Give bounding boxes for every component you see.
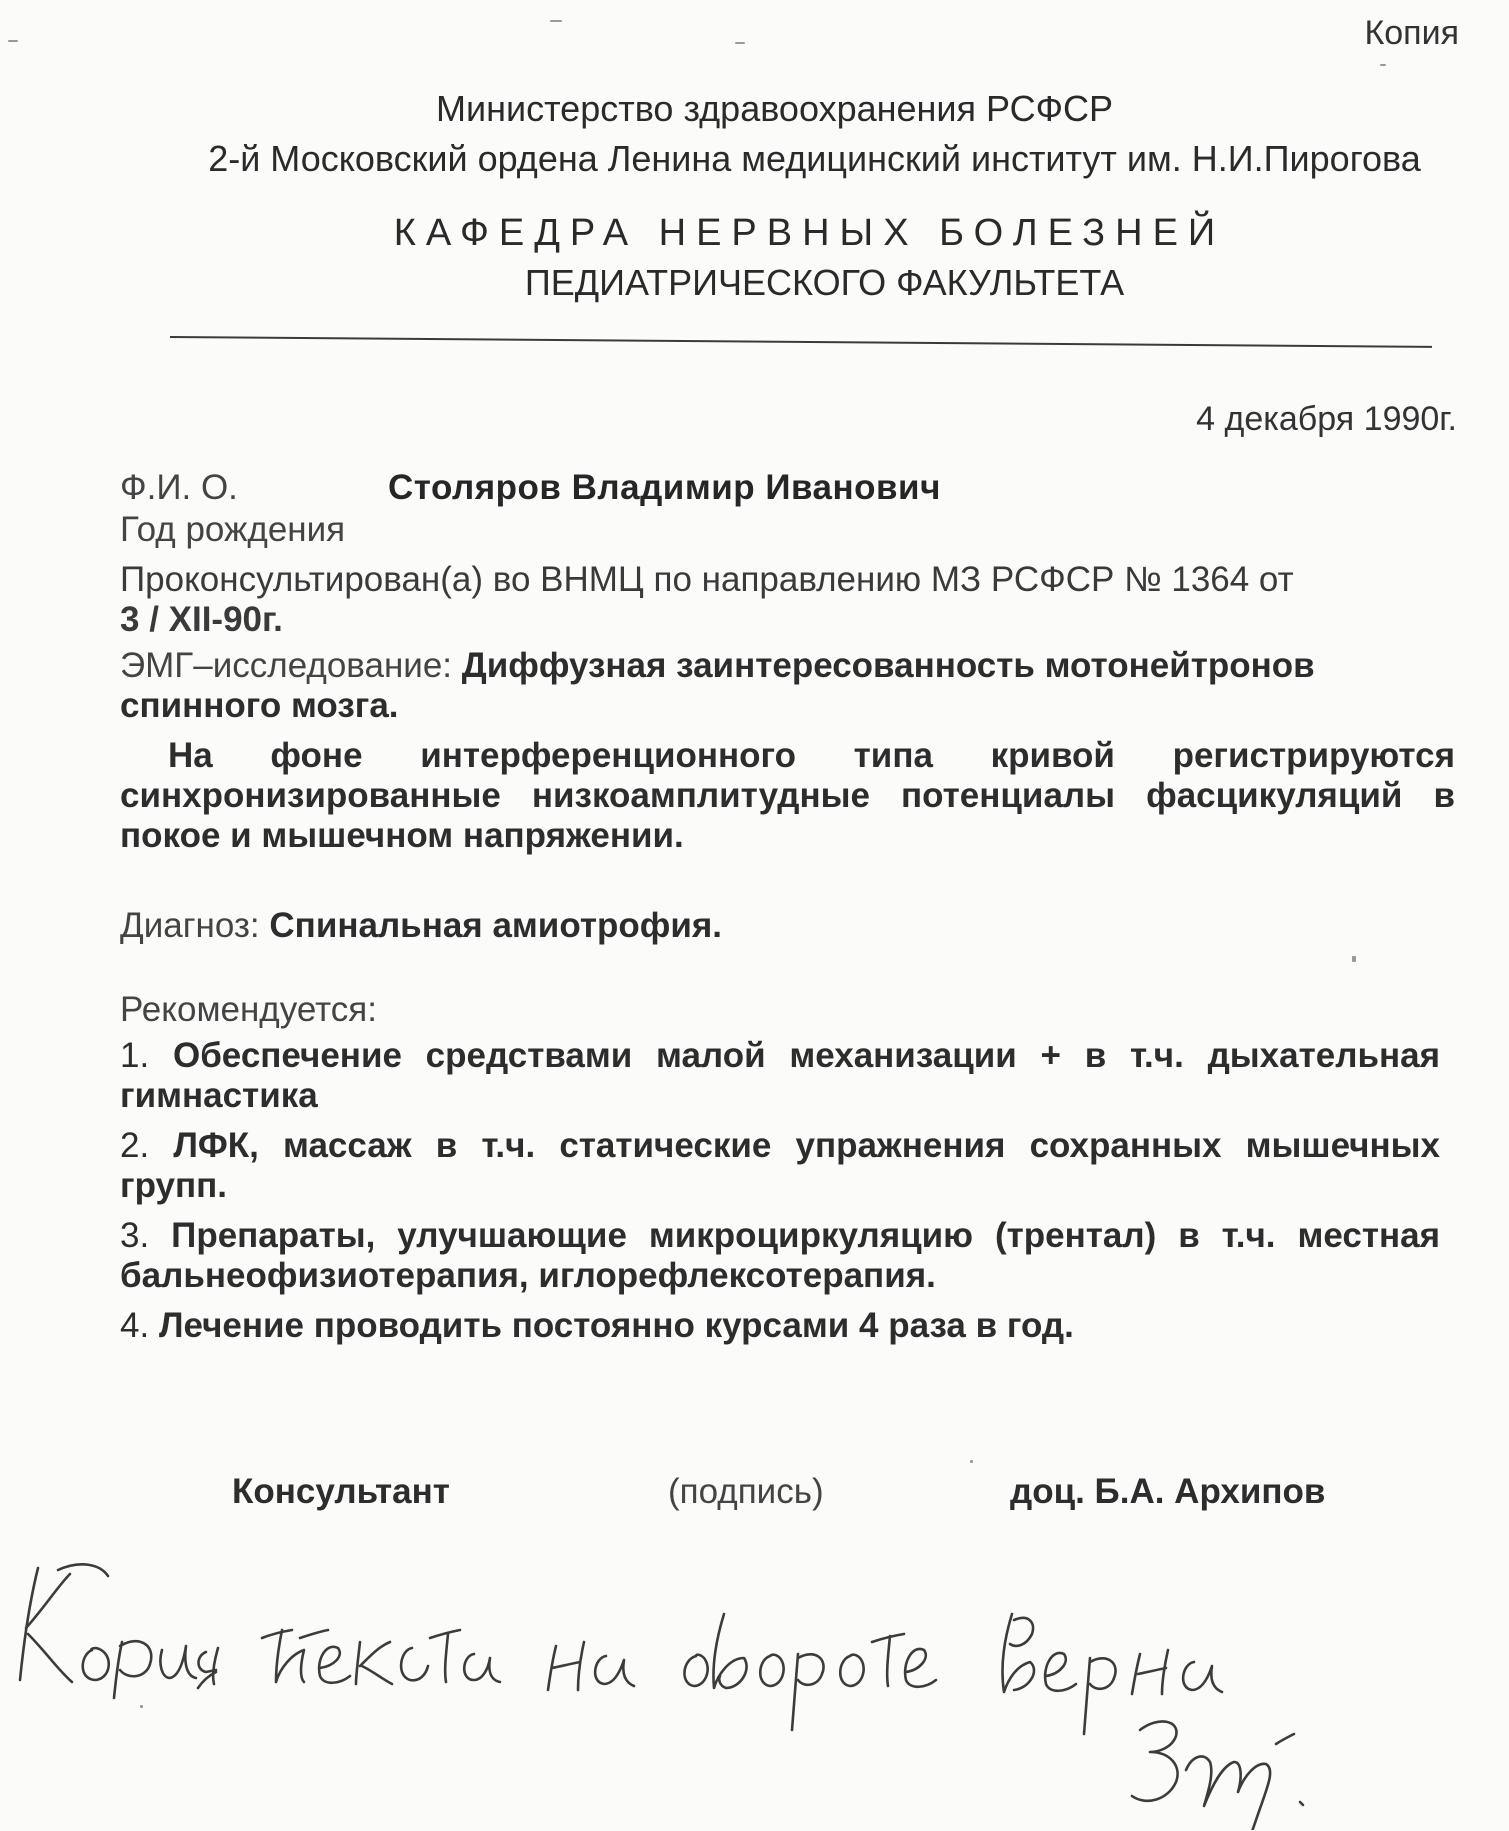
birth-year-label: Год рождения	[120, 510, 346, 549]
recommendation-item	[120, 1126, 1440, 1206]
fio-label: Ф.И. О.	[120, 468, 238, 507]
consultation-text: Проконсультирован(а) во ВНМЦ по направлению МЗ РСФСР № 1364 от	[120, 560, 1294, 599]
consultant-label: Консультант	[232, 1472, 450, 1511]
ministry-name: Министерство здравоохранения РСФСР	[436, 88, 1113, 129]
consultation-row	[120, 560, 1455, 640]
scan-speck	[1380, 64, 1386, 66]
fio-row	[120, 468, 1455, 508]
recommendation-item	[120, 1306, 1440, 1346]
recommendation-number: 3.	[120, 1216, 150, 1255]
signature-placeholder: (подпись)	[668, 1472, 824, 1511]
faculty-title: ПЕДИАТРИЧЕСКОГО ФАКУЛЬТЕТА	[524, 262, 1125, 303]
recommendation-text: Лечение проводить постоянно курсами 4 раза в год.	[158, 1306, 1074, 1345]
institute-name: 2-й Московский ордена Ленина медицинский институт им. Н.И.Пирогова	[208, 138, 1421, 179]
recommendation-item	[120, 1036, 1440, 1116]
recommendation-text: Обеспечение средствами малой механизации + в т.ч. дыхательная гимнастика	[120, 1036, 1440, 1115]
scan-speck	[970, 1460, 973, 1463]
recommendation-text: ЛФК, массаж в т.ч. статические упражнения сохранных мышечных групп.	[120, 1126, 1441, 1205]
recommendation-item	[120, 1216, 1440, 1296]
consultant-name: доц. Б.А. Архипов	[1010, 1472, 1326, 1511]
fio-value: Столяров Владимир Иванович	[388, 468, 941, 507]
header-divider	[170, 336, 1432, 348]
recommendation-number: 2.	[120, 1126, 150, 1165]
recommendation-number: 1.	[120, 1036, 150, 1075]
scan-speck	[140, 1705, 143, 1708]
emg-row	[120, 646, 1455, 726]
diagnosis-label: Диагноз:	[120, 906, 260, 945]
scan-speck	[735, 42, 745, 44]
scan-speck	[550, 20, 562, 22]
copy-mark: Копия	[1364, 14, 1459, 52]
recommendation-number: 4.	[120, 1306, 150, 1345]
scan-speck	[1352, 956, 1356, 962]
handwritten-certification	[0, 1530, 1509, 1830]
document-date: 4 декабря 1990г.	[1196, 400, 1457, 438]
recommendations-label: Рекомендуется:	[120, 990, 377, 1029]
diagnosis-row	[120, 906, 1455, 946]
emg-label: ЭМГ–исследование:	[120, 646, 453, 685]
scan-speck	[8, 40, 18, 42]
consultation-date: 3 / XII-90г.	[120, 600, 283, 639]
findings-paragraph	[120, 736, 1455, 856]
emg-value: Диффузная заинтересованность мотонейтронов спинного мозга.	[120, 646, 1315, 725]
diagnosis-value: Спинальная амиотрофия.	[269, 906, 723, 945]
department-title: КАФЕДРА НЕРВНЫХ БОЛЕЗНЕЙ	[393, 212, 1226, 254]
recommendation-text: Препараты, улучшающие микроциркуляцию (трентал) в т.ч. местная бальнеофизиотерапия, иглорефлексотерапия.	[120, 1216, 1440, 1295]
findings-text: На фоне интерференционного типа кривой регистрируются синхронизированные низкоамплитудные потенциалы фасцикуляций в покое и мышечном напряжении.	[120, 736, 1455, 855]
